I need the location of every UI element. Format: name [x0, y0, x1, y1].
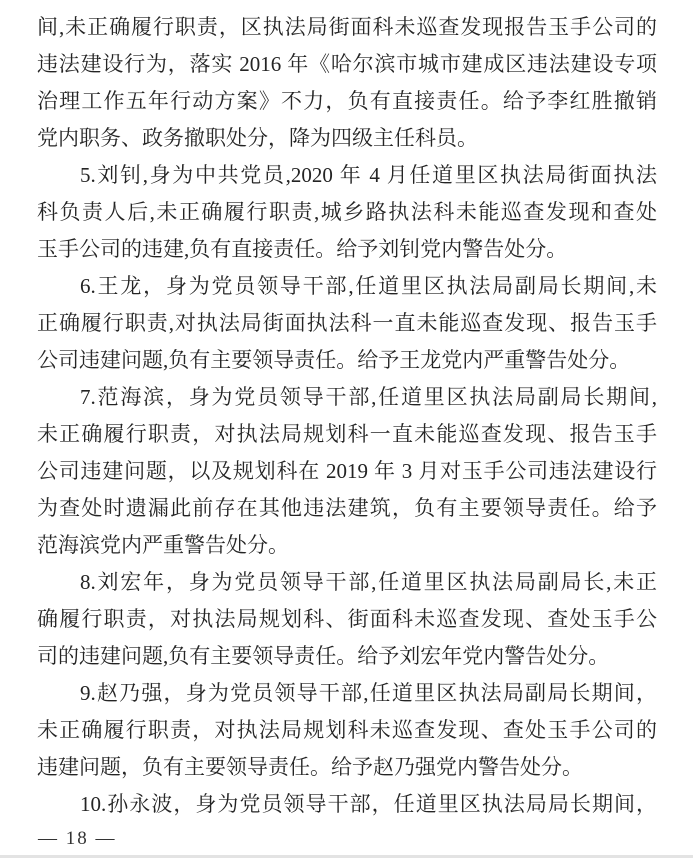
document-body: [37, 9, 657, 823]
text-line: 9.赵乃强，身为党员领导干部,任道里区执法局副局长期间，: [80, 681, 657, 705]
text-line: 确履行职责，对执法局规划科、街面科未巡查发现、查处玉手公: [37, 607, 657, 631]
paragraph-continued: [37, 9, 657, 157]
text-line: 未正确履行职责，对执法局规划科一直未能巡查发现、报告玉手: [37, 422, 657, 446]
text-line: 公司违建问题，以及规划科在 2019 年 3 月对玉手公司违法建设行: [37, 459, 657, 483]
text-line: 党内职务、政务撤职处分，降为四级主任科员。: [37, 126, 478, 150]
page-number: — 18 —: [38, 828, 117, 849]
text-line: 正确履行职责,对执法局街面执法科一直未能巡查发现、报告玉手: [37, 311, 657, 335]
paragraph-item-7: [37, 379, 657, 564]
text-line: 未正确履行职责，对执法局规划科未巡查发现、查处玉手公司的: [37, 718, 657, 742]
text-line: 违建问题，负有主要领导责任。给予赵乃强党内警告处分。: [37, 755, 583, 779]
text-line: 违法建设行为，落实 2016 年《哈尔滨市城市建成区违法建设专项: [37, 52, 657, 76]
paragraph-item-5: [37, 157, 657, 268]
text-line: 6.王龙，身为党员领导干部,任道里区执法局副局长期间,未: [80, 274, 657, 298]
paragraph-item-6: [37, 268, 657, 379]
text-line: 玉手公司的违建,负有直接责任。给予刘钊党内警告处分。: [37, 237, 568, 261]
text-line: 5.刘钊,身为中共党员,2020 年 4 月任道里区执法局街面执法: [80, 163, 657, 187]
text-line: 公司违建问题,负有主要领导责任。给予王龙党内严重警告处分。: [37, 348, 631, 372]
text-line: 间,未正确履行职责，区执法局街面科未巡查发现报告玉手公司的: [37, 15, 657, 39]
paragraph-item-10: [37, 786, 657, 823]
text-line: 治理工作五年行动方案》不力，负有直接责任。给予李红胜撤销: [37, 89, 657, 113]
text-line: 科负责人后,未正确履行职责,城乡路执法科未能巡查发现和查处: [37, 200, 657, 224]
text-line: 司的违建问题,负有主要领导责任。给予刘宏年党内警告处分。: [37, 644, 610, 668]
paragraph-item-9: [37, 675, 657, 786]
paragraph-item-8: [37, 564, 657, 675]
text-line: 8.刘宏年，身为党员领导干部,任道里区执法局副局长,未正: [80, 570, 657, 594]
text-line: 为查处时遗漏此前存在其他违法建筑，负有主要领导责任。给予: [37, 496, 657, 520]
text-line: 范海滨党内严重警告处分。: [37, 533, 289, 557]
text-line: 10.孙永波，身为党员领导干部，任道里区执法局局长期间，: [80, 792, 657, 816]
text-line: 7.范海滨，身为党员领导干部,任道里区执法局副局长期间,: [80, 385, 657, 409]
